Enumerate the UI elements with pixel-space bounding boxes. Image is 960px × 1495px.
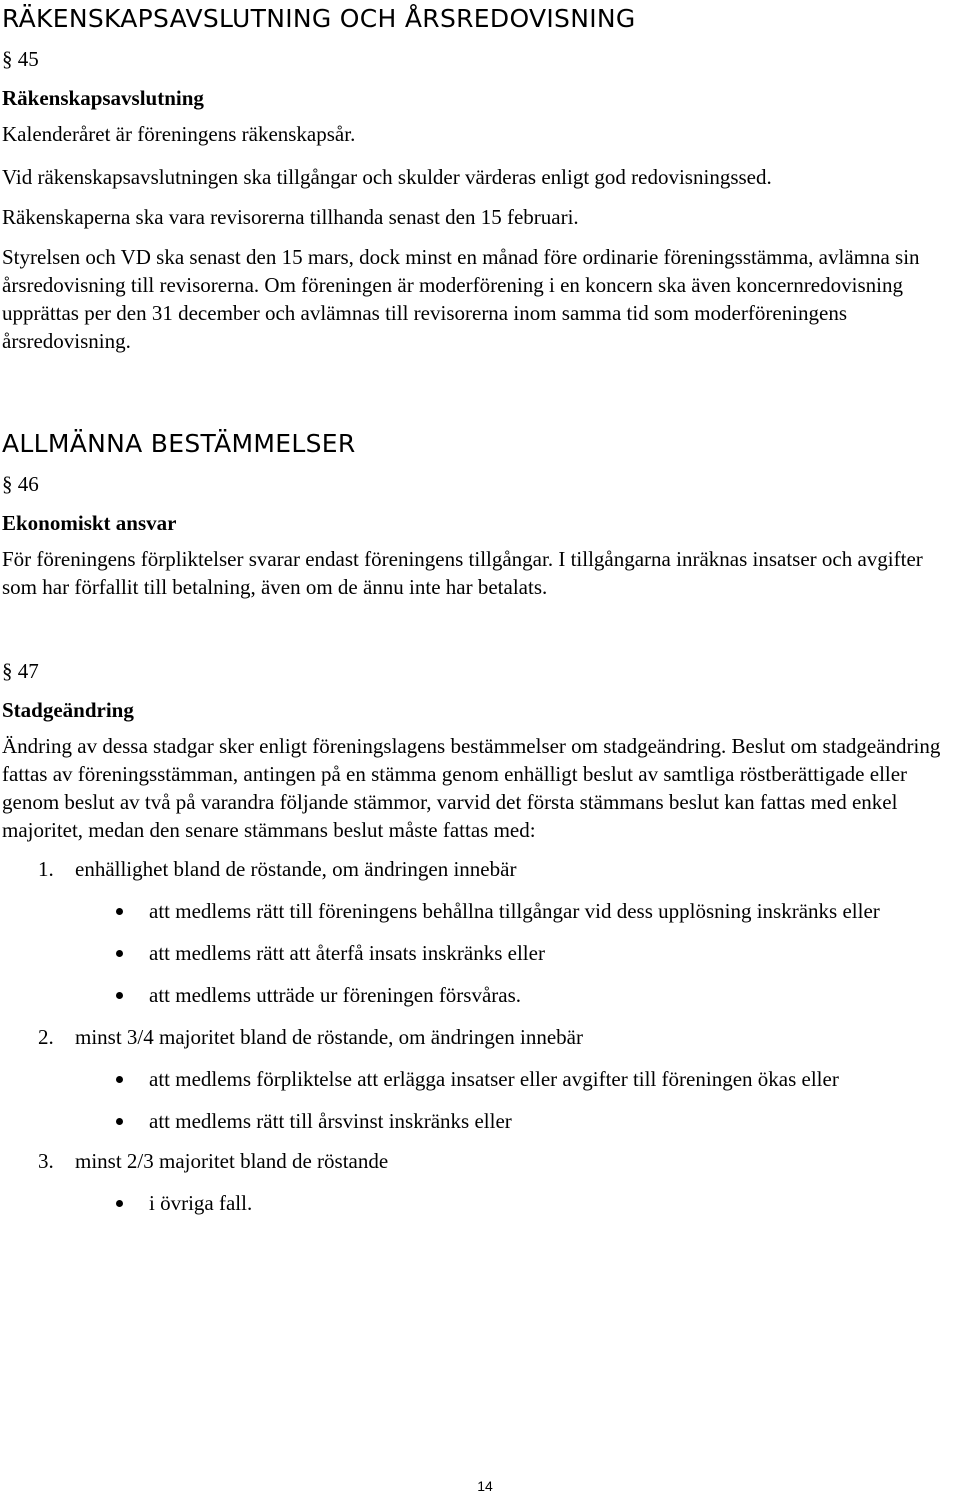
bullet-icon <box>116 1076 123 1083</box>
numbered-list <box>2 855 954 1217</box>
bullet-item <box>2 1065 954 1093</box>
text-line: Vid räkenskapsavslutningen ska tillgångar och skulder värderas enligt god redovisningssed. <box>2 165 772 190</box>
document-page <box>2 0 954 1217</box>
bullet-icon <box>116 1200 123 1207</box>
bullet-item <box>2 897 954 925</box>
page-number: 14 <box>477 1478 493 1494</box>
bullet-text: att medlems rätt till årsvinst inskränks eller <box>149 1109 512 1134</box>
bullet-list <box>2 1065 954 1135</box>
bullet-text: att medlems rätt till föreningens behållna tillgångar vid dess upplösning inskränks eller <box>149 899 880 924</box>
body-paragraph: Ändring av dessa stadgar sker enligt föreningslagens bestämmelser om stadgeändring. Beslut om stadgeändring fattas av föreningsstämman, antingen på en stämma genom enhälligt beslut av samtliga röstberättigade eller genom beslut av två på varandra följande stämmor, varvid det första stämmans beslut kan fattas med enkel majoritet, medan den senare stämmans beslut måste fattas med: <box>2 734 941 843</box>
list-item <box>2 1023 954 1051</box>
text-line: Kalenderåret är föreningens räkenskapsår. <box>2 122 356 147</box>
paragraph-number: § 47 <box>2 658 39 683</box>
paragraph-number: § 46 <box>2 472 39 497</box>
bullet-icon <box>116 908 123 915</box>
body-paragraph: Styrelsen och VD ska senast den 15 mars, dock minst en månad före ordinarie föreningsstämma, avlämna sin årsredovisning till revisorerna. Om föreningen är moderförening i en koncern ska även koncernredovisning upprättas per den 31 december och avlämnas till revisorerna inom samma tid som moderföreningens årsredovisning. <box>2 245 920 354</box>
list-item <box>2 855 954 883</box>
bullet-text: att medlems förpliktelse att erlägga insatser eller avgifter till föreningen ökas eller <box>149 1067 839 1092</box>
bullet-icon <box>116 1118 123 1125</box>
list-number: 1. <box>38 857 54 882</box>
list-number: 3. <box>38 1149 54 1174</box>
paragraph-subheading: Stadgeändring <box>2 697 134 722</box>
bullet-text: att medlems utträde ur föreningen försvåras. <box>149 983 522 1008</box>
bullet-text: att medlems rätt att återfå insats inskränks eller <box>149 941 545 966</box>
text-line: Räkenskaperna ska vara revisorerna tillhanda senast den 15 februari. <box>2 205 579 230</box>
bullet-item <box>2 1107 954 1135</box>
paragraph-lines <box>2 120 954 231</box>
list-number: 2. <box>38 1025 54 1050</box>
bullet-list <box>2 1189 954 1217</box>
paragraph-number: § 45 <box>2 47 39 71</box>
paragraph-subheading: Räkenskapsavslutning <box>2 86 204 111</box>
bullet-text: i övriga fall. <box>149 1191 253 1216</box>
bullet-item <box>2 1189 954 1217</box>
bullet-list <box>2 897 954 1009</box>
section-heading: RÄKENSKAPSAVSLUTNING OCH ÅRSREDOVISNING <box>2 4 636 33</box>
list-item-text: enhällighet bland de röstande, om ändringen innebär <box>75 857 517 882</box>
list-item <box>2 1147 954 1175</box>
list-item-text: minst 3/4 majoritet bland de röstande, om ändringen innebär <box>75 1025 583 1050</box>
bullet-icon <box>116 992 123 999</box>
bullet-icon <box>116 950 123 957</box>
body-paragraph: För föreningens förpliktelser svarar endast föreningens tillgångar. I tillgångarna inräknas insatser och avgifter som har förfallit till betalning, även om de ännu inte har betalats. <box>2 546 923 599</box>
bullet-item <box>2 939 954 967</box>
section-heading: ALLMÄNNA BESTÄMMELSER <box>2 429 356 459</box>
list-item-text: minst 2/3 majoritet bland de röstande <box>75 1149 389 1174</box>
paragraph-subheading: Ekonomiskt ansvar <box>2 510 177 535</box>
bullet-item <box>2 981 954 1009</box>
